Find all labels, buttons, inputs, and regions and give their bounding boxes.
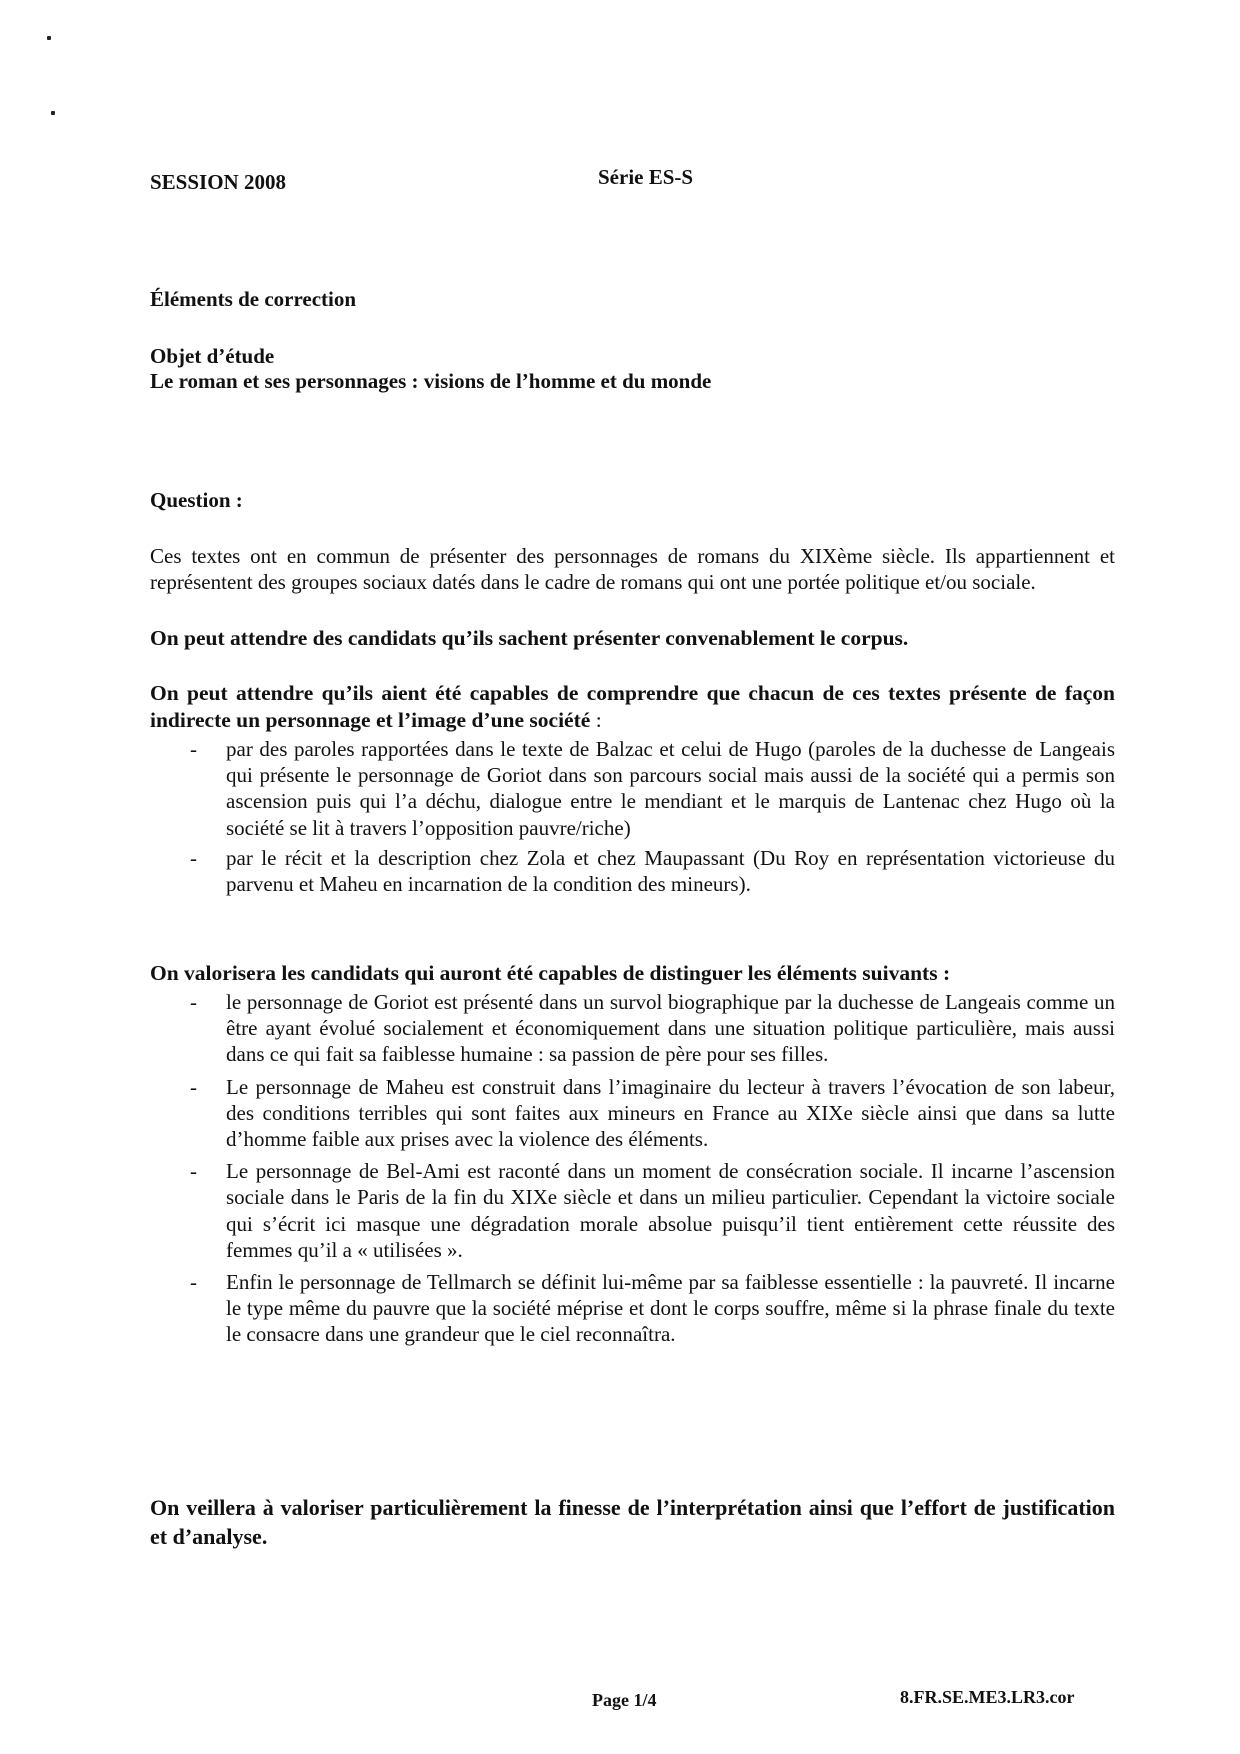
page-title: Éléments de correction bbox=[150, 287, 357, 311]
list-item-text: Le personnage de Bel-Ami est raconté dans un moment de consécration sociale. Il incarne l’ascension sociale dans le Paris de la fin du XIXe siècle et dans un milieu particulier. Cependant la victoire sociale qui s’écrit ici masque une dégradation morale absolue puisqu’il tient entièrement cette réussite des femmes qu’il a « utilisées ». bbox=[226, 1159, 1115, 1262]
section-1-lead-text: On peut attendre qu’ils aient été capables de comprendre que chacun de ces textes présente de façon indirecte un personnage et l’image d’une société bbox=[150, 681, 1115, 732]
list-item bbox=[150, 989, 1115, 1068]
intro-bold: On peut attendre des candidats qu’ils sachent présenter convenablement le corpus. bbox=[150, 626, 909, 650]
bullet-marker: - bbox=[190, 1159, 197, 1184]
section-1 bbox=[150, 680, 1115, 897]
list-item-text: par des paroles rapportées dans le texte de Balzac et celui de Hugo (paroles de la duchesse de Langeais qui présente le personnage de Goriot dans son parcours social mais aussi de la société qui a permis son ascension puis qui l’a déchu, dialogue entre le mendiant et le marquis de Lantenac chez Hugo où la société se lit à travers l’opposition pauvre/riche) bbox=[226, 737, 1115, 840]
bullet-marker: - bbox=[190, 737, 197, 761]
list-item bbox=[150, 1269, 1115, 1348]
question-label: Question : bbox=[150, 488, 243, 512]
section-2-list bbox=[150, 989, 1115, 1348]
bullet-marker: - bbox=[190, 1270, 197, 1295]
section-1-list bbox=[150, 736, 1115, 897]
list-item-text: Enfin le personnage de Tellmarch se définit lui-même par sa faiblesse essentielle : la pauvreté. Il incarne le type même du pauvre que la société méprise et dont le corps souffre, même si la phrase finale du texte le consacre dans une grandeur que le ciel reconnaîtra. bbox=[226, 1270, 1115, 1347]
list-item bbox=[150, 1074, 1115, 1153]
list-item-text: Le personnage de Maheu est construit dans l’imaginaire du lecteur à travers l’évocation de son labeur, des conditions terribles qui sont faites aux mineurs en France au XIXe siècle ainsi que dans sa lutte d’homme faible aux prises avec la violence des éléments. bbox=[226, 1074, 1115, 1152]
page-number: Page 1/4 bbox=[592, 1690, 657, 1710]
object-subject: Le roman et ses personnages : visions de l’homme et du monde bbox=[150, 369, 712, 393]
scan-dot bbox=[47, 36, 51, 40]
bullet-marker: - bbox=[190, 845, 197, 870]
bullet-marker: - bbox=[190, 1074, 197, 1099]
object-label: Objet d’étude bbox=[150, 344, 275, 368]
list-item bbox=[150, 1158, 1115, 1263]
section-2-lead: On valorisera les candidats qui auront été capables de distinguer les éléments suivants : bbox=[150, 961, 951, 985]
document-code: 8.FR.SE.ME3.LR3.cor bbox=[900, 1687, 1075, 1707]
scan-dot bbox=[51, 111, 55, 115]
list-item bbox=[150, 845, 1115, 897]
object-heading bbox=[150, 344, 1115, 394]
bullet-marker: - bbox=[190, 990, 197, 1014]
section-2 bbox=[150, 960, 1115, 1348]
section-1-lead bbox=[150, 680, 1115, 734]
serie-label: Série ES-S bbox=[598, 165, 694, 189]
intro-paragraph: Ces textes ont en commun de présenter des personnages de romans du XIXème siècle. Ils appartiennent et représentent des groupes sociaux datés dans le cadre de romans qui ont une portée politique et/ou sociale. bbox=[150, 544, 1115, 594]
session-label: SESSION 2008 bbox=[150, 170, 286, 194]
conclusion: On veillera à valoriser particulièrement la finesse de l’interprétation ainsi que l’effort de justification et d’analyse. bbox=[150, 1495, 1115, 1549]
list-item bbox=[150, 736, 1115, 841]
section-1-lead-suffix: : bbox=[590, 708, 602, 732]
list-item-text: le personnage de Goriot est présenté dans un survol biographique par la duchesse de Langeais comme un être ayant évolué socialement et économiquement dans une situation politique particulière, mais aussi dans ce qui fait sa faiblesse humaine : sa passion de père pour ses filles. bbox=[226, 990, 1115, 1067]
list-item-text: par le récit et la description chez Zola et chez Maupassant (Du Roy en représentation victorieuse du parvenu et Maheu en incarnation de la condition des mineurs). bbox=[226, 845, 1115, 897]
